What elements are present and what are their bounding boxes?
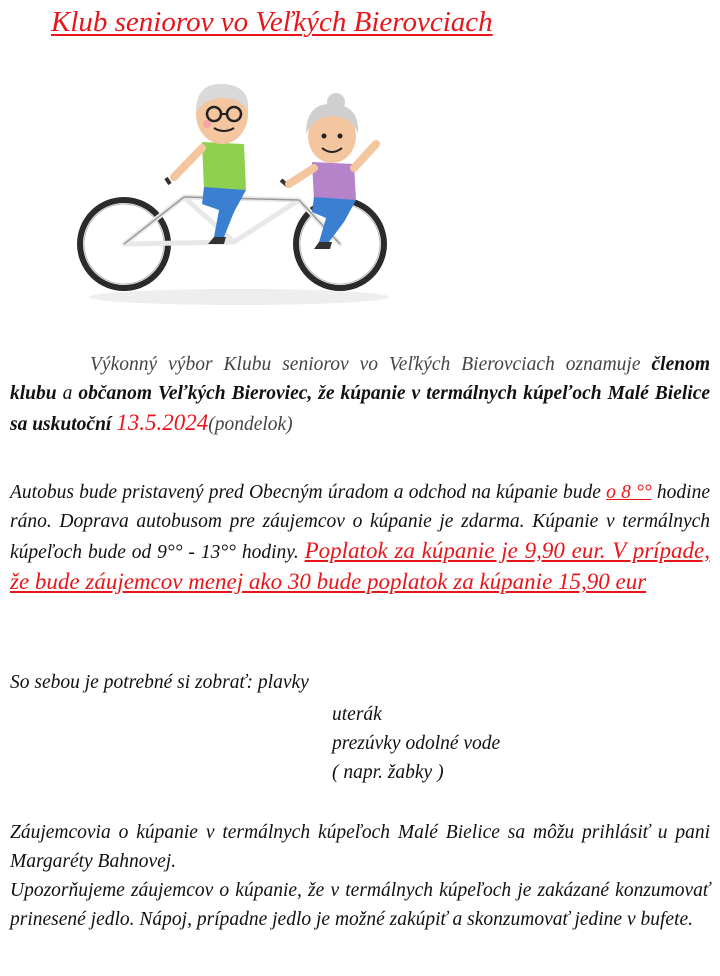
intro-paragraph xyxy=(10,350,710,439)
event-day: (pondelok) xyxy=(208,414,293,435)
warning-paragraph: Upozorňujeme záujemcov o kúpanie, že v termálnych kúpeľoch je zakázané konzumovať prinesené jedlo. Nápoj, prípadne jedlo je možné zakúpiť a skonzumovať jedine v bufete. xyxy=(10,880,710,930)
intro-members: členom klubu xyxy=(10,354,711,404)
bring-label: So sebou je potrebné si zobrať: plavky xyxy=(10,672,309,693)
bring-item-towel: uterák xyxy=(332,704,382,725)
bring-item-slippers: prezúvky odolné vode xyxy=(332,733,501,754)
event-date: 13.5.2024 xyxy=(116,410,209,435)
intro-citizens: občanom Veľkých Bieroviec, že kúpanie v termálnych kúpeľoch Malé Bielice sa uskutoční xyxy=(10,383,710,435)
bring-item-note: ( napr. žabky ) xyxy=(332,762,444,783)
bus-text-1: Autobus bude pristavený pred Obecným úradom a odchod na kúpanie bude xyxy=(10,482,607,503)
intro-lead: Výkonný výbor Klubu seniorov vo Veľkých Bierovciach oznamuje xyxy=(90,354,641,375)
departure-time: o 8 °° xyxy=(606,482,652,503)
bus-paragraph xyxy=(10,478,710,598)
signup-paragraph: Záujemcovia o kúpanie v termálnych kúpeľoch Malé Bielice sa môžu prihlásiť u pani Margaréty Bahnovej. xyxy=(10,822,710,872)
page-title: Klub seniorov vo Veľkých Bierovciach xyxy=(51,6,493,38)
fee-notice: Poplatok za kúpanie je 9,90 eur. V prípade, že bude záujemcov menej ako 30 bude poplatok za kúpanie 15,90 eur xyxy=(10,538,711,594)
tandem-bicycle-illustration xyxy=(74,72,394,322)
intro-conj: a xyxy=(56,383,79,404)
bus-text-2: hodine ráno. Doprava autobusom pre záujemcov o kúpanie je zdarma. Kúpanie v termálnych kúpeľoch bude od 9°° - 13°° hodiny. xyxy=(10,482,710,563)
